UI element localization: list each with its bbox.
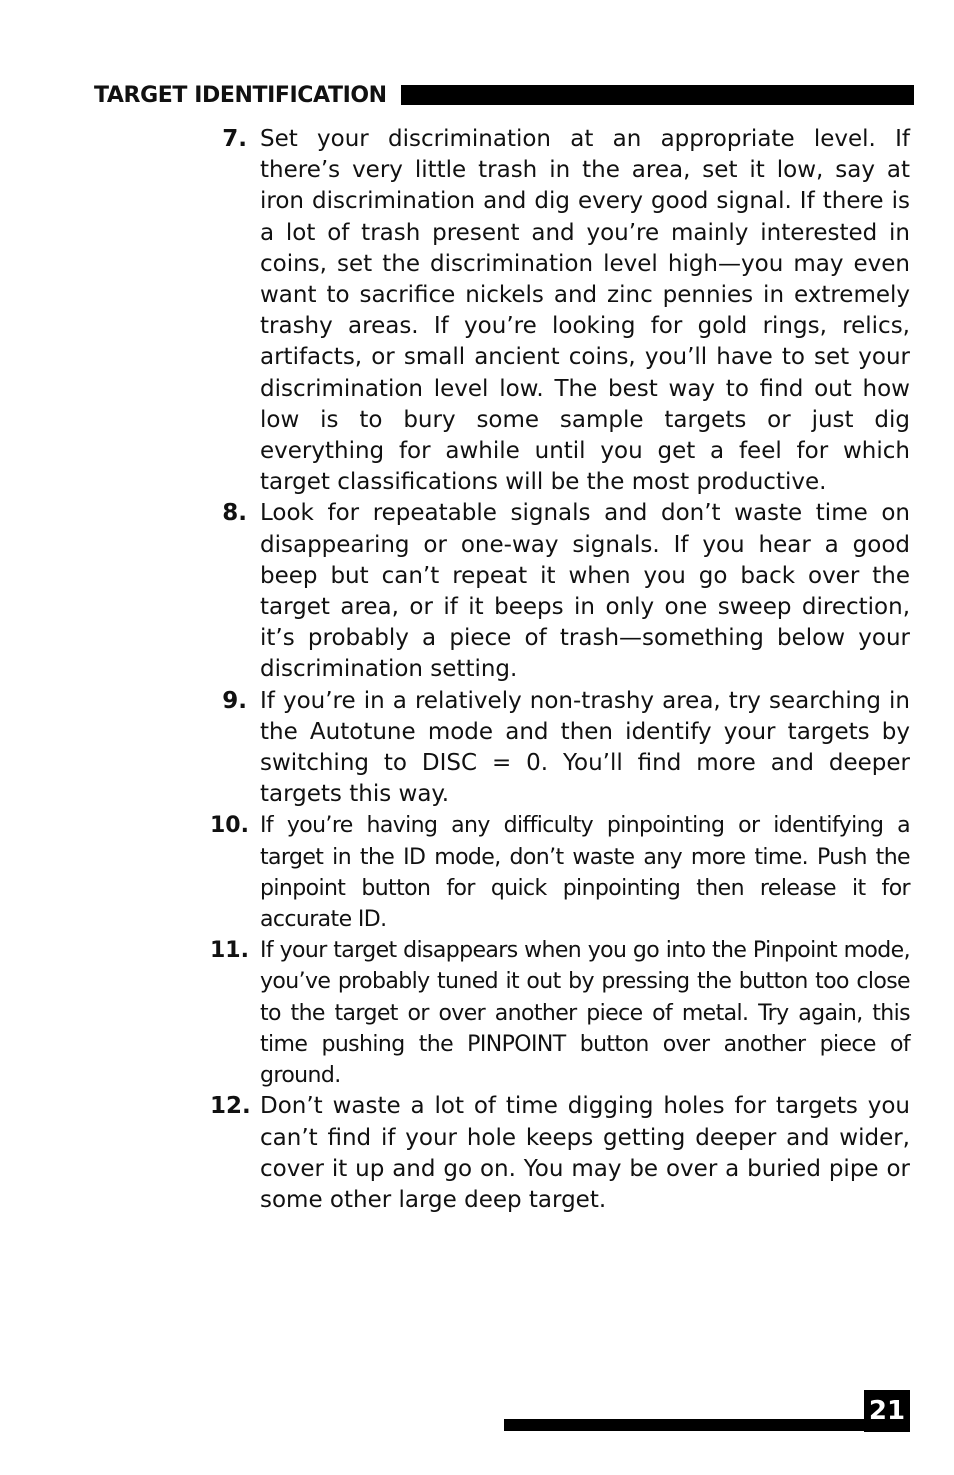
- list-item-7: [210, 124, 910, 498]
- item-number: 7.: [222, 126, 247, 152]
- header-rule: [401, 85, 914, 105]
- page-number: 21: [864, 1390, 910, 1432]
- section-title: TARGET IDENTIFICATION: [94, 82, 387, 108]
- item-text: If you’re in a relatively non-trashy area, try searching in the Autotune mode and then identify your targets by switching to DISC = 0. You’ll find more and deeper targets this way.: [260, 687, 910, 808]
- tips-list: [210, 124, 910, 1216]
- list-item-12: [210, 1091, 910, 1216]
- list-item-8: [210, 498, 910, 685]
- item-text: Look for repeatable signals and don’t waste time on disappearing or one-way signals. If you hear a good beep but can’t repeat it when you go back over the target area, or if it beeps in only one sweep direction, it’s probably a piece of trash—something below your discrimination setting.: [260, 500, 910, 683]
- item-number: 11.: [210, 938, 249, 964]
- item-number: 9.: [222, 687, 247, 714]
- section-header: [94, 80, 914, 110]
- list-item-9: [210, 686, 910, 811]
- list-item-10: [210, 810, 910, 935]
- list-item-11: [210, 935, 910, 1091]
- item-number: 8.: [222, 500, 247, 527]
- item-text: If you’re having any difficulty pinpointing or identifying a target in the ID mode, don’t waste any more time. Push the pinpoint button for quick pinpointing then release it for accurate ID.: [260, 813, 910, 933]
- item-number: 10.: [210, 813, 249, 839]
- item-text: Don’t waste a lot of time digging holes for targets you can’t find if your hole keeps getting deeper and wider, cover it up and go on. You may be over a buried pipe or some other large deep target.: [260, 1093, 910, 1213]
- item-text: If your target disappears when you go into the Pinpoint mode, you’ve probably tuned it out by pressing the button too close to the target or over another piece of metal. Try again, this time pushing the PINPOINT button over another piece of ground.: [260, 938, 910, 1089]
- footer-rule: [504, 1419, 884, 1431]
- item-number: 12.: [210, 1093, 251, 1120]
- item-text: Set your discrimination at an appropriate level. If there’s very little trash in the area, set it low, say at iron discrimination and dig every good signal. If there is a lot of trash present and you’re mainly interested in coins, set the discrimination level high—you may even want to sacrifice nickels and zinc pennies in extremely trashy areas. If you’re looking for gold rings, relics, artifacts, or small ancient coins, you’ll have to set your discrimination level low. The best way to find out how low is to bury some sample targets or just dig everything for awhile until you get a feel for which target classifications will be the most productive.: [260, 126, 910, 496]
